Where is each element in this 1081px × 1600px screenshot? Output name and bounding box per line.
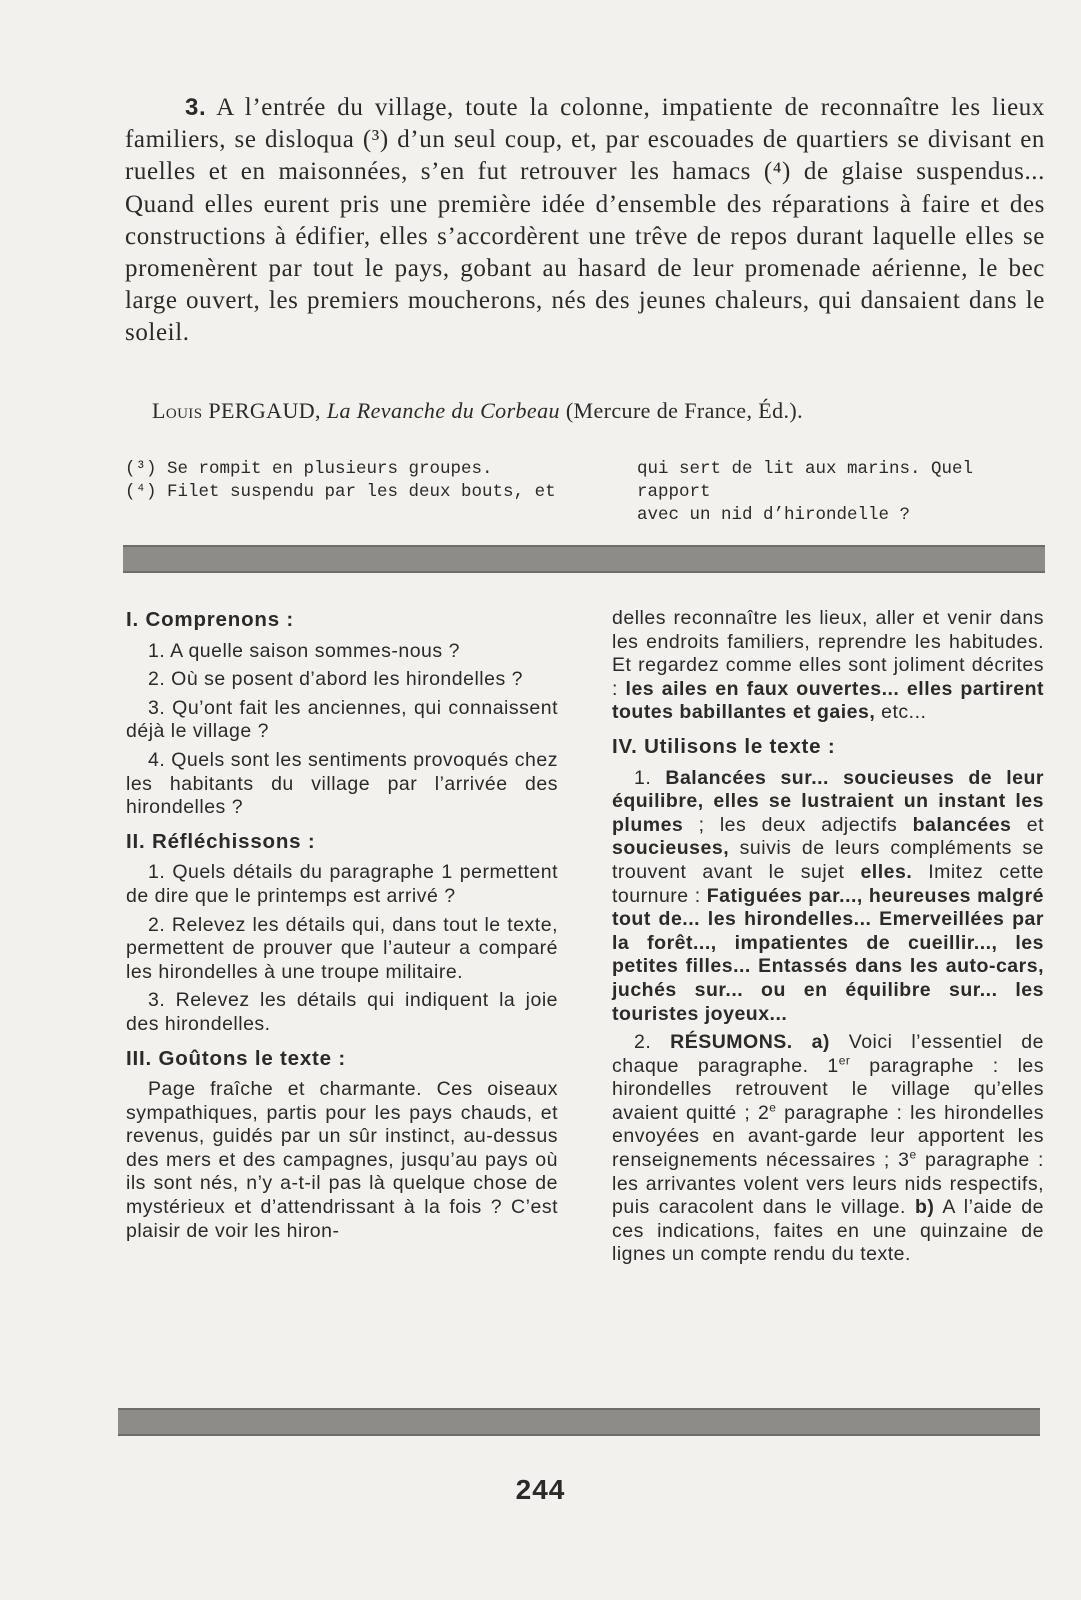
footnote-4-continued-1: qui sert de lit aux marins. Quel rapport [637,459,974,502]
passage-paragraph [125,92,1045,350]
left-column [126,608,558,1248]
resumons-text: paragraphe : les hirondelles envoyées en avant-garde leur apportent les renseignements nécessaires ; 3 [612,1101,1044,1172]
passage-text: A l’entrée du village, toute la colonne, impatiente de reconnaître les lieux familiers, se disloqua (³) d’un seul coup, et, par escouades de quartiers se divisant en ruelles et en maisonnées, s’en fut retrouver les hamacs (⁴) de glaise suspendus... Quand elles eurent pris une première idée d’ensemble des réparations à faire et des constructions à édifier, elles s’accordèrent une trêve de repos durant laquelle elles se promenèrent par tout le pays, gobant au hasard de leur promenade aérienne, le bec large ouvert, les premiers moucherons, nés des jeunes chaleurs, qui dansaient dans le soleil. [125,94,1045,347]
exercise-text: suivis de leurs compléments se trouvent avant le sujet [612,837,1044,883]
goutons-text-part-2 [612,607,1044,725]
heading-comprenons: I. Comprenons : [126,608,295,631]
exercise-number: 1. [634,766,652,789]
page-number: 244 [515,1474,566,1505]
exercise-text: Imitez cette tournure : [612,860,1044,907]
goutons-etc: etc... [881,701,927,724]
exercise-4-1 [612,767,1044,1027]
question-2-1: 1. Quels détails du paragraphe 1 permettent de dire que le printemps est arrivé ? [126,861,558,907]
footnotes-left [125,458,595,504]
divider-bottom [118,1408,1040,1436]
superscript: er [838,1053,851,1068]
question-2-2: 2. Relevez les détails qui, dans tout le texte, permettent de prouver que l’auteur a comparé les hirondelles à une troupe militaire. [126,913,558,983]
superscript: e [769,1100,777,1115]
footnote-4: (⁴) Filet suspendu par les deux bouts, et [125,482,556,502]
resumons-text: Voici l’essentiel de chaque paragraphe. 1 [612,1031,1044,1077]
question-1-1: 1. A quelle saison sommes-nous ? [148,639,460,662]
resumons-text: paragraphe : les arrivantes volent vers leurs nids respectifs, puis caracolent dans le village. [612,1149,1044,1219]
heading-reflechissons: II. Réfléchissons : [126,829,316,853]
citation [152,398,1052,424]
citation-author: Louis PERGAUD, [152,398,321,423]
footnote-4-continued-2: avec un nid d’hirondelle ? [637,505,911,525]
question-1-3: 3. Qu’ont fait les anciennes, qui connaissent déjà le village ? [126,696,558,743]
heading-goutons: III. Goûtons le texte : [126,1046,347,1070]
resumons-b-label: b) [914,1196,935,1219]
exercise-number: 2. [634,1031,652,1054]
exercise-quote: Balancées sur... soucieuses de leur équilibre, elles se lustraient un instant les plumes [612,766,1045,836]
goutons-text-part-1: Page fraîche et charmante. Ces oiseaux sympathiques, partis pour les pays chauds, et revenus, guidés par un sûr instinct, au-dessus des mers et des campagnes, jusqu’au pays où ils sont nés, n’y a-t-il pas là quelque chose de mystérieux et d’attendrissant à la fois ? C’est plaisir de voir les hiron- [126,1078,558,1242]
question-2-3: 3. Relevez les détails qui indiquent la joie des hirondelles. [126,989,558,1035]
exercise-word: balancées [912,813,1012,836]
right-column [612,607,1044,1272]
exercise-4-2 [612,1031,1044,1267]
resumons-label: RÉSUMONS. a) [670,1031,830,1054]
resumons-text: A l’aide de ces indications, faites en une quinzaine de lignes un compte rendu du texte. [612,1196,1044,1266]
goutons-quote: les ailes en faux ouvertes... elles partirent toutes babillantes et gaies, [612,677,1044,724]
question-1-2: 2. Où se posent d’abord les hirondelles ? [148,668,523,691]
superscript: e [909,1147,917,1162]
resumons-text: paragraphe : les hirondelles retrouvent le village qu’elles avaient quitté ; 2 [612,1054,1045,1124]
goutons-text-continued: delles reconnaître les lieux, aller et venir dans les endroits familiers, reprendre les habitudes. Et regardez comme elles sont joliment décrites : [612,607,1044,700]
exercise-text: ; les deux adjectifs [698,813,898,836]
exercise-text: et [1026,813,1044,836]
exercise-word: soucieuses, [612,837,730,860]
citation-work: La Revanche du Corbeau [326,398,560,423]
exercise-examples: Fatiguées par..., heureuses malgré tout de... les hirondelles... Emerveillées par la forêt..., impatientes de cueillir..., les petites filles... Entassés dans les auto-cars, juchés sur... ou en équilibre sur... les touristes joyeux... [612,884,1045,1025]
question-1-4: 4. Quels sont les sentiments provoqués chez les habitants du village par l’arrivée des hirondelles ? [126,748,558,819]
paragraph-number: 3. [185,94,207,121]
citation-publisher: (Mercure de France, Éd.). [565,398,804,423]
exercise-word: elles. [860,860,913,883]
footnotes-right [637,458,1047,527]
footnote-3: (³) Se rompit en plusieurs groupes. [125,459,493,479]
divider-top [123,545,1045,573]
heading-utilisons: IV. Utilisons le texte : [612,734,836,758]
